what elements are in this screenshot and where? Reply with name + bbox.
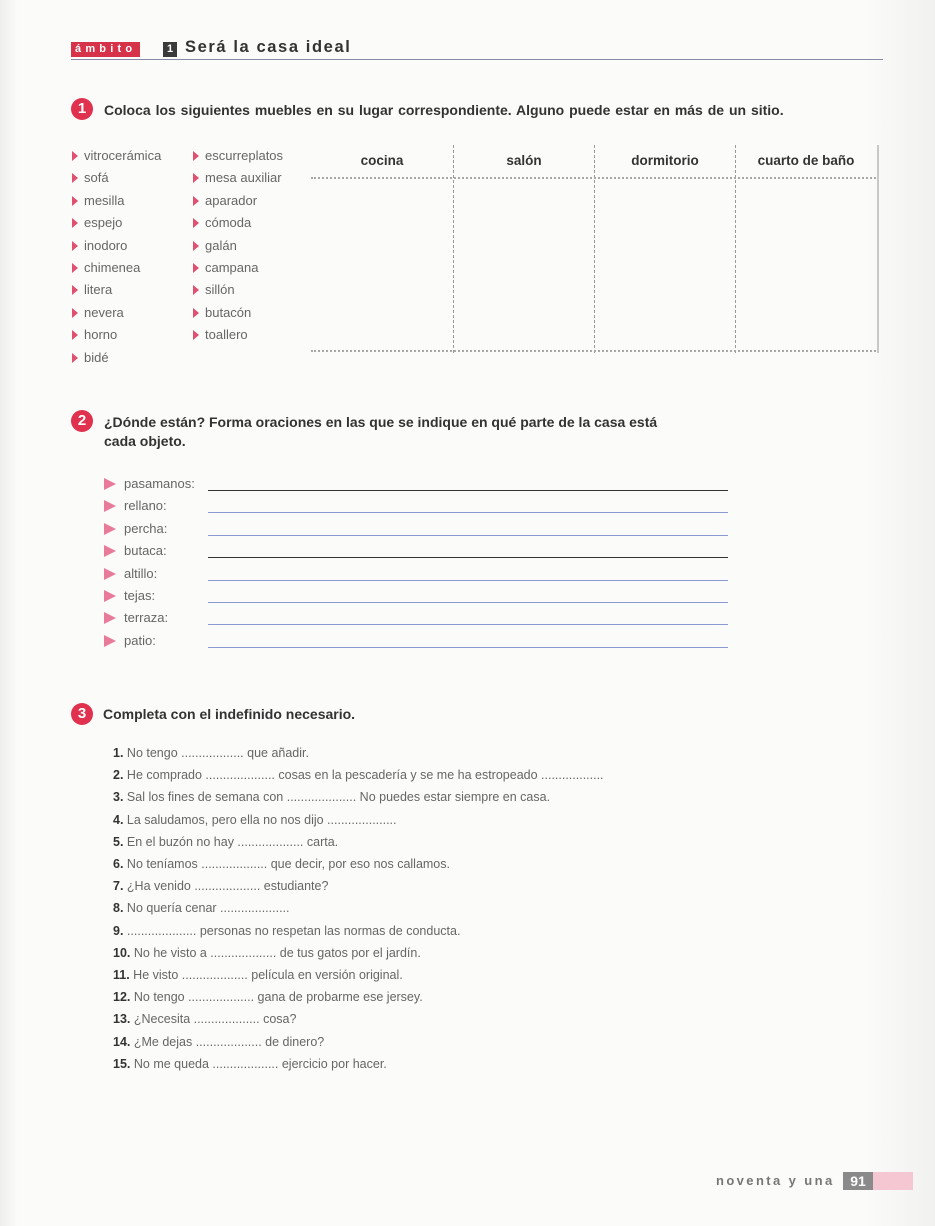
word-label: inodoro [84,237,128,253]
arrow-bullet-icon [104,478,116,490]
sentence-text[interactable]: ¿Me dejas ................... de dinero? [133,1034,325,1049]
location-text: altillo: [124,565,158,581]
word-label: butacón [205,304,252,320]
answer-cell-bano[interactable] [736,179,876,349]
triangle-bullet-icon [72,353,78,363]
triangle-bullet-icon [193,196,199,206]
answer-cell-cocina[interactable] [311,179,453,349]
exercise-1-instruction: Coloca los siguientes muebles en su lugar correspondiente. Alguno puede estar en más de un sitio. [104,102,784,118]
arrow-bullet-icon [104,545,116,557]
sentence-text[interactable]: .................... personas no respetan las normas de conducta. [126,923,461,938]
arrow-bullet-icon [104,635,116,647]
triangle-bullet-icon [72,330,78,340]
word-label: espejo [84,215,123,231]
word-item [72,215,161,237]
location-label [104,476,195,491]
table-right-edge [877,145,879,353]
exercise-3-instruction: Completa con el indefinido necesario. [103,706,356,722]
table-bottom-rule [311,350,879,352]
triangle-bullet-icon [72,151,78,161]
sentence-number: 13. [113,1012,131,1027]
word-item [72,260,161,282]
word-label: cómoda [205,215,252,231]
triangle-bullet-icon [193,263,199,273]
location-label [104,498,167,513]
word-label: horno [84,327,118,343]
triangle-bullet-icon [72,263,78,273]
location-text: butaca: [124,543,167,559]
table-header-cocina: cocina [360,153,404,168]
sentence-text[interactable]: No tengo .................. que añadir. [126,746,309,760]
arrow-bullet-icon [104,500,116,512]
word-item [72,282,161,304]
answer-line[interactable] [208,624,728,625]
sentence-item [113,901,290,915]
word-item [193,215,283,237]
ambito-badge: ámbito [71,42,140,57]
word-label: galán [205,237,237,253]
sentence-text[interactable]: ¿Necesita ................... cosa? [133,1012,297,1027]
sentence-text[interactable]: No quería cenar .................... [126,901,290,916]
sentence-text[interactable]: La saludamos, pero ella no nos dijo .................... [126,812,397,827]
exercise-2-instruction-line2: cada objeto. [104,433,186,449]
location-text: pasamanos: [124,476,195,491]
sentence-number: 4. [113,812,124,827]
sentence-item [113,835,338,849]
sentence-number: 12. [113,990,131,1005]
location-row [104,566,729,588]
word-item [193,260,283,282]
sentence-item [113,768,604,782]
word-item [72,350,161,372]
sentence-text[interactable]: ¿Ha venido ................... estudiante? [126,879,329,894]
word-label: sillón [205,282,235,298]
page-header [71,38,883,62]
footer-page-words: noventa y una [716,1173,835,1188]
exercise-3-number: 3 [71,703,93,725]
word-item [72,148,161,170]
exercise-2-instruction [104,413,657,451]
word-item [193,170,283,192]
sentence-number: 2. [113,768,124,783]
arrow-bullet-icon [104,568,116,580]
word-label: bidé [84,349,109,365]
page-title: Será la casa ideal [185,38,352,56]
location-label [104,521,167,536]
triangle-bullet-icon [72,173,78,183]
page-number: 91 [843,1172,873,1190]
word-item [72,238,161,260]
word-label: escurreplatos [205,148,284,163]
word-list-col1 [72,148,161,372]
word-item [193,327,283,349]
triangle-bullet-icon [193,151,199,161]
exercise-2-number: 2 [71,410,93,432]
sentence-item [113,813,397,827]
sentence-item [113,1012,296,1026]
location-row [104,543,729,565]
page-number-tab [873,1172,913,1190]
word-item [193,305,283,327]
sentence-text[interactable]: En el buzón no hay ................... carta. [126,834,339,849]
arrow-bullet-icon [104,612,116,624]
triangle-bullet-icon [193,173,199,183]
location-text: percha: [124,520,168,536]
word-item [72,170,161,192]
triangle-bullet-icon [72,308,78,318]
sentence-number: 9. [113,923,124,938]
sentence-item [113,879,328,893]
location-row [104,588,729,610]
sentence-item [113,1035,324,1049]
sentence-number: 8. [113,901,124,916]
answer-cell-dormitorio[interactable] [595,179,735,349]
location-text: rellano: [124,498,167,514]
location-row [104,498,729,520]
word-label: campana [205,259,259,275]
sentence-text[interactable]: No me queda ................... ejercicio por hacer. [133,1056,387,1071]
location-label [104,543,167,558]
word-label: vitrocerámica [84,148,162,163]
word-item [193,238,283,260]
sentence-item [113,968,403,982]
triangle-bullet-icon [72,196,78,206]
word-item [72,327,161,349]
word-label: aparador [205,192,258,208]
word-label: mesa auxiliar [205,170,282,186]
location-text: terraza: [124,610,169,626]
sentence-number: 5. [113,834,124,849]
location-label [104,588,155,603]
location-row [104,610,729,632]
word-item [193,282,283,304]
table-header-salon: salón [506,153,542,168]
answer-line[interactable] [208,647,728,648]
sentence-text[interactable]: No tengo ................... gana de probarme ese jersey. [133,990,423,1005]
location-row [104,521,729,543]
table-header-dormitorio: dormitorio [631,153,699,168]
location-label [104,633,156,648]
sentence-item [113,1057,387,1071]
sentence-text[interactable]: No he visto a ................... de tus gatos por el jardín. [133,945,421,960]
word-list-col2 [193,148,283,350]
answer-line[interactable] [208,580,728,581]
word-label: toallero [205,327,248,343]
ambito-number: 1 [163,42,177,57]
sentence-text[interactable]: He comprado .................... cosas en la pescadería y se me ha estropeado .................. [126,768,604,783]
location-text: patio: [124,632,156,648]
page-edge-shadow [0,0,18,1226]
table-header-bano: cuarto de baño [757,153,855,168]
sentence-number: 11. [113,968,130,982]
triangle-bullet-icon [193,330,199,340]
triangle-bullet-icon [72,285,78,295]
sentence-number: 6. [113,857,124,871]
answer-line[interactable] [208,490,728,491]
word-label: mesilla [84,192,125,208]
triangle-bullet-icon [193,218,199,228]
sentence-number: 1. [113,746,124,760]
word-item [72,305,161,327]
answer-line[interactable] [208,512,728,513]
word-item [193,193,283,215]
location-row [104,476,729,498]
location-label [104,610,168,625]
sentence-number: 14. [113,1034,131,1049]
triangle-bullet-icon [72,218,78,228]
sentence-item [113,946,421,960]
sentence-number: 15. [113,1056,131,1071]
header-rule [71,59,883,60]
answer-line[interactable] [208,535,728,536]
sentence-number: 10. [113,945,131,960]
triangle-bullet-icon [193,285,199,295]
triangle-bullet-icon [193,308,199,318]
sentence-number: 7. [113,879,124,894]
word-label: nevera [84,304,124,320]
sentence-item [113,857,450,871]
sentence-item [113,924,460,938]
answer-line[interactable] [208,557,728,558]
sentence-number: 3. [113,790,124,805]
answer-cell-salon[interactable] [454,179,594,349]
answer-line[interactable] [208,602,728,603]
location-label [104,566,157,581]
arrow-bullet-icon [104,590,116,602]
location-text: tejas: [124,588,156,603]
word-label: litera [84,282,113,298]
location-row [104,633,729,655]
sentence-item [113,990,423,1004]
word-item [193,148,283,170]
exercise-2-instruction-line1: ¿Dónde están? Forma oraciones en las que se indique en qué parte de la casa está [104,414,658,430]
sentence-text[interactable]: He visto ................... película en versión original. [133,968,403,982]
triangle-bullet-icon [193,241,199,251]
sentence-text[interactable]: No teníamos ................... que decir, por eso nos callamos. [126,857,450,871]
triangle-bullet-icon [72,241,78,251]
exercise-1-number: 1 [71,98,93,120]
arrow-bullet-icon [104,523,116,535]
sentence-item [113,790,550,804]
furniture-table [311,145,879,353]
sentence-item [113,746,309,760]
word-label: sofá [84,170,109,186]
word-item [72,193,161,215]
word-label: chimenea [84,259,141,275]
sentence-text[interactable]: Sal los fines de semana con .................... No puedes estar siempre en casa. [126,790,551,805]
